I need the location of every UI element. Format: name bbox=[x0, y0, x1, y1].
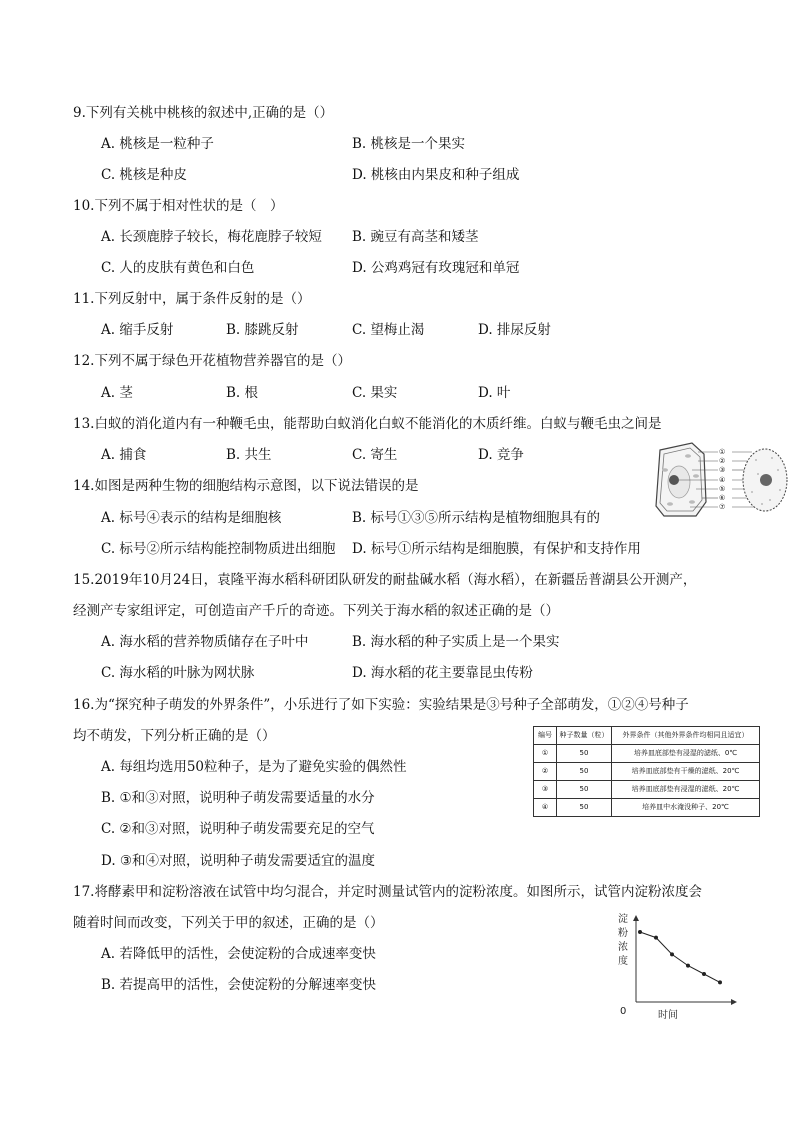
q11-option-a[interactable]: A. 缩手反射 bbox=[101, 322, 174, 338]
animal-cell-nucleus bbox=[760, 474, 772, 486]
q11-option-c[interactable]: C. 望梅止渴 bbox=[352, 322, 425, 338]
q10-option-b[interactable]: B. 豌豆有高茎和矮茎 bbox=[352, 229, 479, 245]
table-row bbox=[534, 763, 760, 781]
data-point bbox=[686, 964, 690, 968]
q17-option-b[interactable]: B. 若提高甲的活性，会使淀粉的分解速率变快 bbox=[101, 977, 377, 993]
q10-option-c[interactable]: C. 人的皮肤有黄色和白色 bbox=[101, 260, 255, 276]
q9-option-c[interactable]: C. 桃核是种皮 bbox=[101, 167, 187, 183]
q14-option-d[interactable]: D. 标号①所示结构是细胞膜，有保护和支持作用 bbox=[352, 541, 641, 557]
table-header: 编号 bbox=[534, 727, 557, 745]
table-cell: ③ bbox=[534, 781, 557, 799]
table-cell: 培养皿中水淹没种子、20℃ bbox=[612, 799, 760, 817]
table-cell: 50 bbox=[557, 781, 612, 799]
cell-label-1: ① bbox=[719, 448, 726, 456]
question-13-stem: 13.白蚁的消化道内有一种鞭毛虫，能帮助白蚁消化白蚁不能消化的木质纤维。白蚁与鞭毛虫之间是 bbox=[73, 416, 662, 432]
table-header: 外界条件（其他外界条件均相同且适宜） bbox=[612, 727, 760, 745]
data-point bbox=[638, 930, 642, 934]
table-cell: 50 bbox=[557, 799, 612, 817]
table-cell: ④ bbox=[534, 799, 557, 817]
question-16-stem-cont: 均不萌发，下列分析正确的是（） bbox=[73, 728, 276, 744]
question-17-stem-cont: 随着时间而改变，下列关于甲的叙述，正确的是（） bbox=[73, 915, 384, 931]
cell-structure-figure bbox=[652, 440, 792, 520]
q15-option-d[interactable]: D. 海水稻的花主要靠昆虫传粉 bbox=[352, 665, 533, 681]
table-cell: 培养皿底部垫有干燥的滤纸、20℃ bbox=[612, 763, 760, 781]
cell-label-7: ⑦ bbox=[719, 503, 726, 511]
x-axis-label: 时间 bbox=[658, 1010, 678, 1021]
q16-option-d[interactable]: D. ③和④对照，说明种子萌发需要适宜的温度 bbox=[101, 853, 376, 869]
question-15-stem: 15.2019年10月24日，袁隆平海水稻科研团队研发的耐盐碱水稻（海水稻），在新疆岳普湖县公开测产， bbox=[73, 572, 697, 588]
y-axis-label-1: 淀 bbox=[618, 914, 628, 925]
y-axis-label-3: 浓 bbox=[618, 942, 628, 953]
data-point bbox=[718, 980, 722, 984]
table-header-row bbox=[534, 727, 760, 745]
q17-option-a[interactable]: A. 若降低甲的活性，会使淀粉的合成速率变快 bbox=[101, 946, 376, 962]
q16-option-b[interactable]: B. ①和③对照，说明种子萌发需要适量的水分 bbox=[101, 790, 375, 806]
table-row bbox=[534, 781, 760, 799]
table-row bbox=[534, 799, 760, 817]
q13-option-b[interactable]: B. 共生 bbox=[226, 447, 272, 463]
q15-option-c[interactable]: C. 海水稻的叶脉为网状脉 bbox=[101, 665, 255, 681]
q13-option-a[interactable]: A. 捕食 bbox=[101, 447, 147, 463]
question-16-stem: 16.为“探究种子萌发的外界条件”，小乐进行了如下实验：实验结果是③号种子全部萌发，①②④号种子 bbox=[73, 697, 689, 713]
table-cell: ② bbox=[534, 763, 557, 781]
question-10-stem: 10.下列不属于相对性状的是（ ） bbox=[73, 198, 284, 214]
q16-option-c[interactable]: C. ②和③对照，说明种子萌发需要充足的空气 bbox=[101, 821, 375, 837]
question-9-stem: 9.下列有关桃中桃核的叙述中,正确的是（） bbox=[73, 105, 334, 121]
q12-option-c[interactable]: C. 果实 bbox=[352, 385, 398, 401]
question-11-stem: 11.下列反射中，属于条件反射的是（） bbox=[73, 291, 311, 307]
cell-label-5: ⑤ bbox=[719, 485, 726, 493]
table-cell: 50 bbox=[557, 745, 612, 763]
cell-label-6: ⑥ bbox=[719, 494, 726, 502]
q9-option-b[interactable]: B. 桃核是一个果实 bbox=[352, 136, 466, 152]
y-axis-label-4: 度 bbox=[618, 956, 628, 967]
q14-option-a[interactable]: A. 标号④表示的结构是细胞核 bbox=[101, 510, 282, 526]
q10-option-a[interactable]: A. 长颈鹿脖子较长，梅花鹿脖子较短 bbox=[101, 229, 322, 245]
question-17-stem: 17.将酵素甲和淀粉溶液在试管中均匀混合，并定时测量试管内的淀粉浓度。如图所示，试管内淀粉浓度会 bbox=[73, 884, 702, 900]
data-point bbox=[654, 936, 658, 940]
question-14-stem: 14.如图是两种生物的细胞结构示意图，以下说法错误的是 bbox=[73, 478, 419, 494]
seed-experiment-table bbox=[533, 726, 760, 817]
table-row bbox=[534, 745, 760, 763]
q13-option-d[interactable]: D. 竞争 bbox=[478, 447, 524, 463]
q9-option-d[interactable]: D. 桃核由内果皮和种子组成 bbox=[352, 167, 520, 183]
q12-option-b[interactable]: B. 根 bbox=[226, 385, 259, 401]
plant-cell-nucleus bbox=[669, 475, 679, 485]
q14-option-c[interactable]: C. 标号②所示结构能控制物质进出细胞 bbox=[101, 541, 336, 557]
q11-option-d[interactable]: D. 排尿反射 bbox=[478, 322, 551, 338]
q14-option-b[interactable]: B. 标号①③⑤所示结构是植物细胞具有的 bbox=[352, 510, 601, 526]
table-cell: 培养皿底部垫有浸湿的滤纸、0℃ bbox=[612, 745, 760, 763]
table-header: 种子数量（粒） bbox=[557, 727, 612, 745]
table-cell: 培养皿底部垫有浸湿的滤纸、20℃ bbox=[612, 781, 760, 799]
q11-option-b[interactable]: B. 膝跳反射 bbox=[226, 322, 299, 338]
q12-option-a[interactable]: A. 茎 bbox=[101, 385, 133, 401]
q15-option-a[interactable]: A. 海水稻的营养物质储存在子叶中 bbox=[101, 634, 309, 650]
q10-option-d[interactable]: D. 公鸡鸡冠有玫瑰冠和单冠 bbox=[352, 260, 520, 276]
q9-option-a[interactable]: A. 桃核是一粒种子 bbox=[101, 136, 214, 152]
series-line bbox=[640, 932, 720, 982]
table-cell: ① bbox=[534, 745, 557, 763]
data-point bbox=[670, 952, 674, 956]
q13-option-c[interactable]: C. 寄生 bbox=[352, 447, 398, 463]
data-point bbox=[702, 972, 706, 976]
q12-option-d[interactable]: D. 叶 bbox=[478, 385, 511, 401]
starch-concentration-chart bbox=[612, 910, 742, 1022]
y-axis-label-2: 粉 bbox=[618, 928, 628, 939]
question-15-stem-cont: 经测产专家组评定，可创造亩产千斤的奇迹。下列关于海水稻的叙述正确的是（） bbox=[73, 603, 559, 619]
cell-label-3: ③ bbox=[719, 466, 726, 474]
question-12-stem: 12.下列不属于绿色开花植物营养器官的是（） bbox=[73, 353, 351, 369]
q15-option-b[interactable]: B. 海水稻的种子实质上是一个果实 bbox=[352, 634, 560, 650]
chart-origin-label: 0 bbox=[620, 1006, 627, 1017]
q16-option-a[interactable]: A. 每组均选用50粒种子，是为了避免实验的偶然性 bbox=[101, 759, 407, 775]
cell-label-2: ② bbox=[719, 457, 726, 465]
table-cell: 50 bbox=[557, 763, 612, 781]
cell-label-4: ④ bbox=[719, 476, 726, 484]
